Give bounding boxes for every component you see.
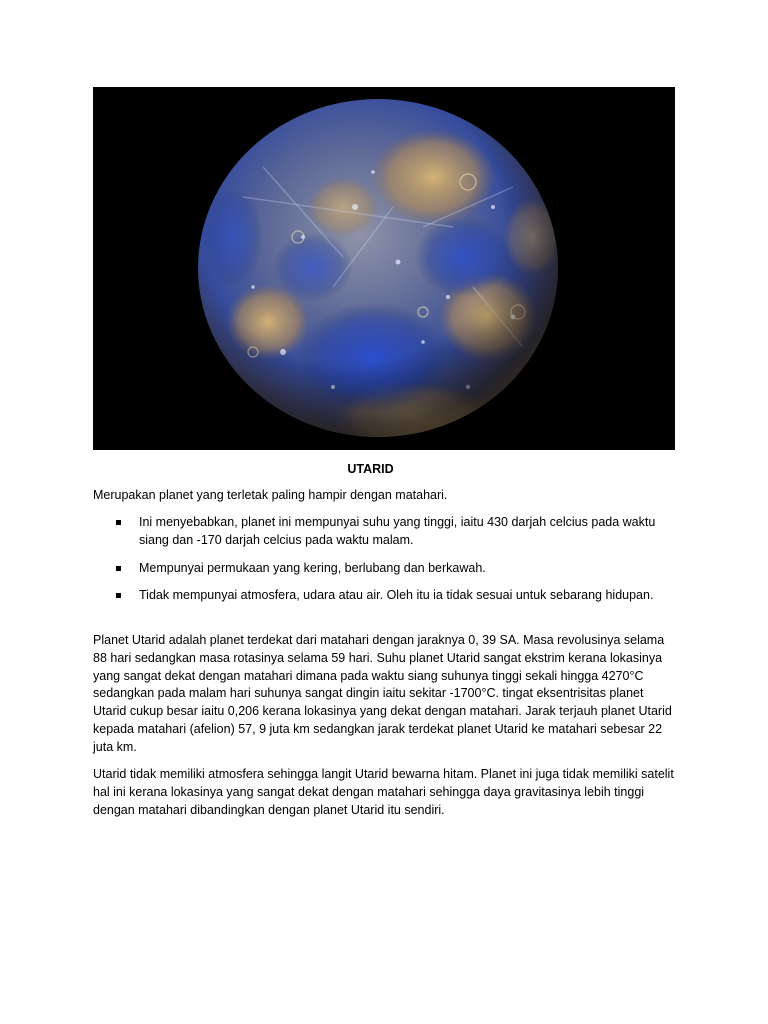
- bullet-item: [93, 514, 669, 550]
- body-paragraph-2: Utarid tidak memiliki atmosfera sehingga langit Utarid bewarna hitam. Planet ini juga tidak memiliki satelit hal ini kerana lokasinya yang sangat dekat dengan matahari sehingga daya gravitasinya lebih tinggi dengan matahari dibandingkan dengan planet Utarid itu sendiri.: [93, 767, 674, 817]
- body-paragraph-1: Planet Utarid adalah planet terdekat dari matahari dengan jaraknya 0, 39 SA. Masa revolusinya selama 88 hari sedangkan masa rotasinya selama 59 hari. Suhu planet Utarid sangat ekstrim kerana lokasinya yang sangat dekat dengan matahari dimana pada waktu siang suhunya tinggi sekali hingga 4270°C sedangkan pada malam hari suhunya sangat dingin iaitu sekitar -1700°C. tingat eksentrisitas planet Utarid cukup besar iaitu 0,206 kerana lokasinya yang dekat dengan matahari. Jarak terjauh planet Utarid kepada matahari (afelion) 57, 9 juta km sedangkan jarak terdekat planet Utarid ke matahari sebesar 22 juta km.: [93, 633, 672, 754]
- bullet-text: Mempunyai permukaan yang kering, berlubang dan berkawah.: [139, 560, 486, 575]
- intro-paragraph: Merupakan planet yang terletak paling hampir dengan matahari.: [93, 488, 448, 502]
- document-page: [93, 0, 675, 1024]
- mercury-image: [93, 87, 675, 450]
- bullet-marker: [116, 520, 121, 525]
- bullet-item: [93, 587, 669, 605]
- bullet-text: Ini menyebabkan, planet ini mempunyai suhu yang tinggi, iaitu 430 darjah celcius pada waktu siang dan -170 darjah celcius pada waktu malam.: [139, 515, 656, 547]
- figure-caption: UTARID: [347, 462, 394, 476]
- bullet-text: Tidak mempunyai atmosfera, udara atau air. Oleh itu ia tidak sesuai untuk sebarang hidupan.: [139, 588, 654, 603]
- bullet-marker: [116, 566, 121, 571]
- bullet-item: [93, 560, 669, 578]
- bullet-list: [93, 514, 675, 615]
- planet-mercury-illustration: [93, 87, 675, 450]
- bullet-marker: [116, 593, 121, 598]
